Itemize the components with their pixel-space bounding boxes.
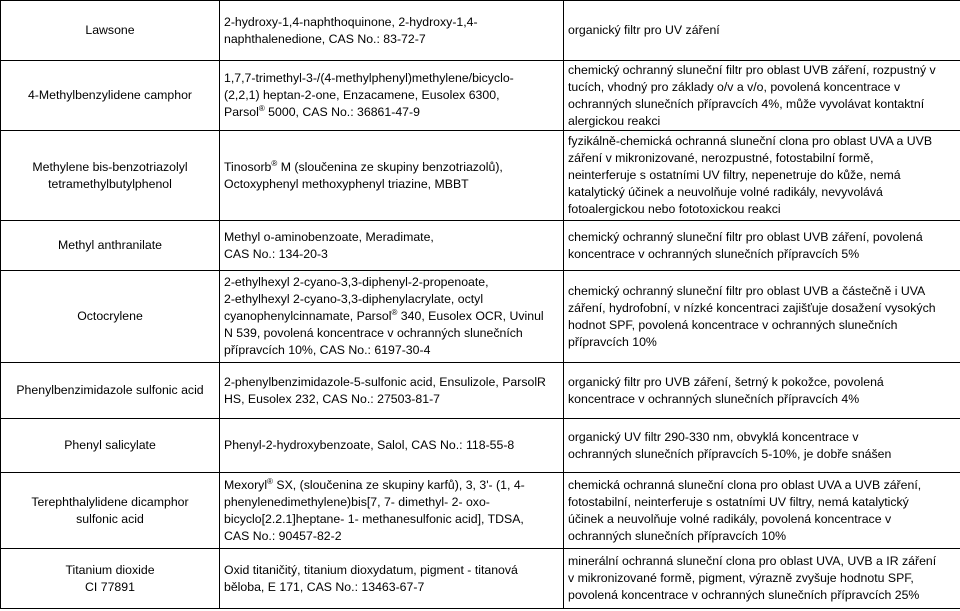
synonyms-line: HS, Eusolex 232, CAS No.: 27503-81-7 bbox=[224, 391, 441, 406]
synonyms-cell bbox=[220, 419, 564, 473]
synonyms-cell bbox=[220, 131, 564, 221]
properties-cell bbox=[564, 131, 960, 221]
synonyms-cell bbox=[220, 271, 564, 363]
properties-cell bbox=[564, 61, 960, 131]
synonyms-line: přípravcích 10%, CAS No.: 6197-30-4 bbox=[224, 343, 431, 357]
synonyms-line: Octoxyphenyl methoxyphenyl triazine, MBBT bbox=[224, 176, 469, 191]
registered-mark: ® bbox=[267, 476, 273, 486]
synonyms-text: M (sloučenina ze skupiny benzotriazolů), bbox=[277, 159, 503, 174]
table-row bbox=[1, 549, 960, 609]
table-row bbox=[1, 473, 960, 549]
synonyms-line: (2,2,1) heptan-2-one, Enzacamene, Eusolex 6300, bbox=[224, 88, 500, 102]
properties-line: chemická ochranná sluneční clona pro oblast UVA a UVB záření, bbox=[568, 477, 922, 492]
substance-name-cell bbox=[1, 1, 220, 61]
properties-cell bbox=[564, 419, 960, 473]
synonyms-line: 2-ethylhexyl 2-cyano-3,3-diphenyl-2-propenoate, bbox=[224, 275, 489, 289]
properties-line: neinterferuje s ostatními UV filtry, nepenetruje do kůže, nemá bbox=[568, 168, 901, 182]
substance-name-cell bbox=[1, 419, 220, 473]
properties-line: organický filtr pro UV záření bbox=[568, 23, 720, 37]
synonyms-line bbox=[224, 477, 559, 494]
synonyms-text: 5000, CAS No.: 36861-47-9 bbox=[264, 105, 420, 119]
substance-name-cell bbox=[1, 363, 220, 419]
synonyms-cell bbox=[220, 363, 564, 419]
table-row bbox=[1, 419, 960, 473]
substance-name: Phenyl salicylate bbox=[64, 438, 156, 452]
registered-mark: ® bbox=[271, 158, 278, 168]
substance-name: Terephthalylidene dicamphor bbox=[31, 494, 189, 509]
table-row bbox=[1, 1, 960, 61]
properties-line: chemický ochranný sluneční filtr pro oblast UVB a částečně i UVA bbox=[568, 283, 926, 298]
synonyms-line: Oxid titaničitý, titanium dioxydatum, pigment - titanová bbox=[224, 562, 518, 577]
properties-cell bbox=[564, 549, 960, 609]
synonyms-text: 340, Eusolex OCR, Uvinul bbox=[397, 309, 544, 323]
table-row bbox=[1, 131, 960, 221]
properties-line: chemický ochranný sluneční filtr pro oblast UVB záření, povolená bbox=[568, 229, 923, 244]
properties-line: povolená koncentrace v ochranných slunečních přípravcích 25% bbox=[568, 588, 920, 602]
synonyms-line bbox=[224, 104, 559, 121]
substance-name: Titanium dioxide bbox=[65, 562, 155, 577]
synonyms-line: N 539, povolená koncentrace v ochranných slunečních bbox=[224, 326, 523, 340]
properties-line: v mikronizované formě, pigment, výrazně zvyšuje hodnotu SPF, bbox=[568, 571, 914, 585]
synonyms-line: bicyclo[2.2.1]heptane- 1- methanesulfonic acid], TDSA, bbox=[224, 511, 524, 526]
properties-line: chemický ochranný sluneční filtr pro oblast UVB záření, rozpustný v bbox=[568, 62, 936, 77]
synonyms-line bbox=[224, 159, 559, 176]
substance-name: Methylene bis-benzotriazolyl bbox=[32, 159, 188, 174]
synonyms-line: běloba, E 171, CAS No.: 13463-67-7 bbox=[224, 579, 425, 594]
substance-name: 4-Methylbenzylidene camphor bbox=[27, 88, 193, 102]
brand-name: Tinosorb bbox=[224, 159, 272, 174]
properties-line: organický filtr pro UVB záření, šetrný k pokožce, povolená bbox=[568, 374, 884, 389]
substance-name: Methyl anthranilate bbox=[58, 238, 162, 252]
properties-line: fotostabilní, neinterferuje s ostatními UV filtry, nemá katalytický bbox=[568, 494, 909, 509]
registered-mark: ® bbox=[258, 103, 265, 113]
properties-line: tucích, vhodný pro základy o/v a v/o, povolená koncentrace v bbox=[568, 79, 901, 94]
properties-line: účinek a neuvolňuje volné radikály, povolená koncentrace v bbox=[568, 511, 892, 526]
properties-line: hodnot SPF, povolená koncentrace v ochranných slunečních bbox=[568, 317, 898, 332]
registered-mark: ® bbox=[391, 307, 398, 317]
properties-cell bbox=[564, 1, 960, 61]
synonyms-line: Methyl o-aminobenzoate, Meradimate, bbox=[224, 229, 434, 244]
substance-name-cell bbox=[1, 61, 220, 131]
properties-cell bbox=[564, 221, 960, 271]
substance-name: Lawsone bbox=[85, 23, 135, 37]
synonyms-cell bbox=[220, 221, 564, 271]
properties-line: fotoalergickou nebo fototoxickou reakci bbox=[568, 202, 781, 216]
substance-name-cell bbox=[1, 271, 220, 363]
properties-line: záření v mikronizované, nerozpustné, fotostabilní formě, bbox=[568, 151, 874, 165]
properties-line: záření, hydrofobní, v nízké koncentraci zajišťuje dosažení vysokých bbox=[568, 300, 936, 315]
properties-line: katalytický účinek a neuvolňuje volné radikály, nevyvolává bbox=[568, 185, 883, 199]
synonyms-line: CAS No.: 90457-82-2 bbox=[224, 528, 342, 543]
brand-name: Parsol bbox=[224, 105, 259, 119]
synonyms-line: naphthalenedione, CAS No.: 83-72-7 bbox=[224, 31, 426, 46]
properties-line: koncentrace v ochranných slunečních přípravcích 4% bbox=[568, 391, 860, 406]
properties-line: fyzikálně-chemická ochranná sluneční clona pro oblast UVA a UVB bbox=[568, 134, 933, 148]
properties-cell bbox=[564, 271, 960, 363]
properties-line: organický UV filtr 290-330 nm, obvyklá koncentrace v bbox=[568, 429, 859, 444]
synonyms-line: 2-hydroxy-1,4-naphthoquinone, 2-hydroxy-1,4- bbox=[224, 14, 478, 29]
substance-name-cell bbox=[1, 473, 220, 549]
synonyms-line bbox=[224, 308, 559, 325]
table-row bbox=[1, 271, 960, 363]
substance-name: sulfonic acid bbox=[76, 511, 144, 526]
synonyms-cell bbox=[220, 549, 564, 609]
synonyms-text: cyanophenylcinnamate, Parsol bbox=[224, 309, 392, 323]
synonyms-text: SX, (sloučenina ze skupiny karfů), 3, 3'- (1, 4- bbox=[272, 477, 525, 492]
substance-name-cell bbox=[1, 221, 220, 271]
properties-line: koncentrace v ochranných slunečních přípravcích 5% bbox=[568, 246, 860, 261]
synonyms-cell bbox=[220, 473, 564, 549]
substance-name-cell bbox=[1, 549, 220, 609]
properties-line: ochranných slunečních přípravcích 4%, může vyvolávat kontaktní bbox=[568, 96, 925, 111]
synonyms-line: 2-phenylbenzimidazole-5-sulfonic acid, Ensulizole, ParsolR bbox=[224, 374, 546, 389]
properties-line: ochranných slunečních přípravcích 10% bbox=[568, 528, 787, 543]
table-row bbox=[1, 61, 960, 131]
properties-cell bbox=[564, 473, 960, 549]
synonyms-line: CAS No.: 134-20-3 bbox=[224, 246, 328, 261]
properties-line: přípravcích 10% bbox=[568, 334, 657, 349]
synonyms-line: 2-ethylhexyl 2-cyano-3,3-diphenylacrylate, octyl bbox=[224, 292, 484, 306]
properties-line: alergickou reakci bbox=[568, 113, 661, 128]
properties-cell bbox=[564, 363, 960, 419]
properties-line: minerální ochranná sluneční clona pro oblast UVA, UVB a IR záření bbox=[568, 554, 937, 568]
substance-name: Phenylbenzimidazole sulfonic acid bbox=[16, 383, 204, 397]
table-row bbox=[1, 363, 960, 419]
synonyms-cell bbox=[220, 61, 564, 131]
synonyms-line: Phenyl-2-hydroxybenzoate, Salol, CAS No.: 118-55-8 bbox=[224, 438, 515, 452]
substance-name: CI 77891 bbox=[85, 579, 135, 594]
properties-line: ochranných slunečních přípravcích 5-10%, je dobře snášen bbox=[568, 446, 892, 461]
synonyms-line: phenylenedimethylene)bis[7, 7- dimethyl- 2- oxo- bbox=[224, 494, 490, 509]
table-row bbox=[1, 221, 960, 271]
substance-name: Octocrylene bbox=[77, 309, 143, 323]
substance-name-cell bbox=[1, 131, 220, 221]
brand-name: Mexoryl bbox=[224, 477, 268, 492]
synonyms-cell bbox=[220, 1, 564, 61]
substance-name: tetramethylbutylphenol bbox=[48, 176, 172, 191]
synonyms-line: 1,7,7-trimethyl-3-/(4-methylphenyl)methylene/bicyclo- bbox=[224, 71, 514, 85]
